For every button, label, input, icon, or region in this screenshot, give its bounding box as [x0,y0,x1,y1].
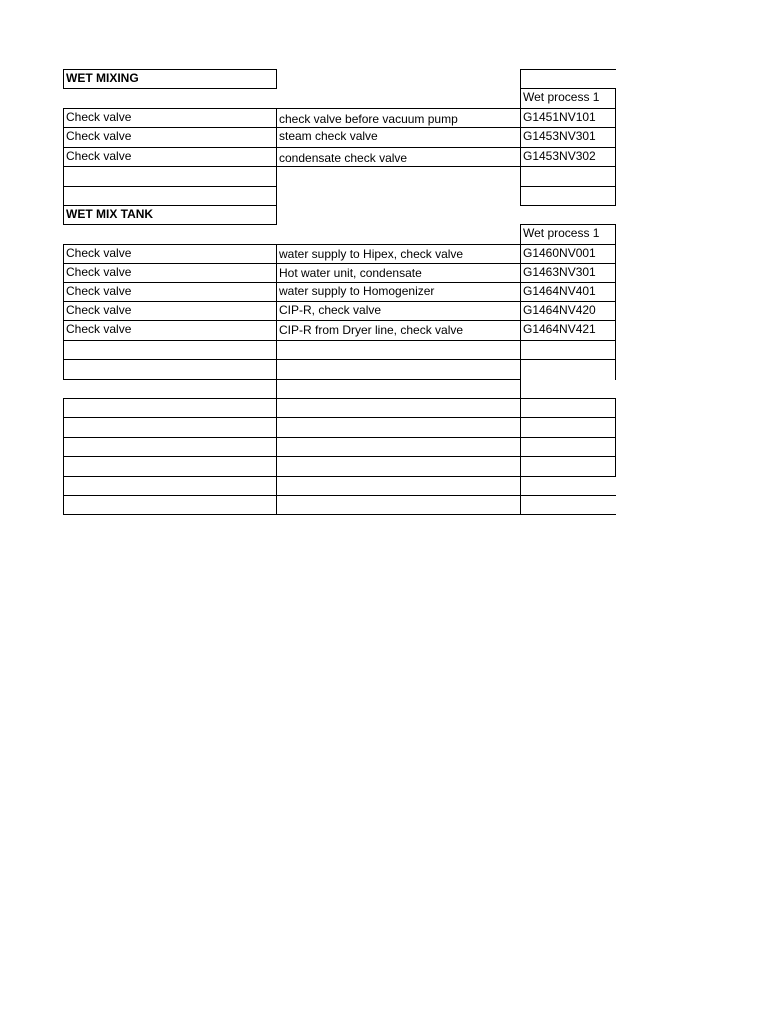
empty-cell [63,398,277,418]
valve-tag-cell: G1464NV401 [520,282,616,302]
empty-cell [520,495,616,515]
valve-type-cell: Check valve [63,147,277,167]
valve-tag-cell: G1464NV421 [520,320,616,341]
valve-tag-cell: G1451NV101 [520,108,616,128]
empty-cell [63,166,277,187]
valve-description-cell: water supply to Hipex, check valve [276,244,521,264]
empty-cell [520,186,616,206]
section-title-wet-mixing: WET MIXING [63,69,277,89]
valve-tag-cell: G1453NV302 [520,147,616,167]
empty-cell [520,417,616,438]
valve-type-cell: Check valve [63,282,277,302]
valve-type-cell: Check valve [63,108,277,128]
process-header: Wet process 1 [520,88,616,109]
empty-cell [520,437,616,457]
valve-type-cell: Check valve [63,301,277,321]
section-title-wet-mix-tank: WET MIX TANK [63,205,277,225]
valve-description-cell: CIP-R from Dryer line, check valve [276,320,521,341]
empty-cell [63,456,277,477]
valve-description-cell: Hot water unit, condensate [276,263,521,283]
empty-cell [520,359,616,380]
empty-cell [520,398,616,418]
valve-tag-cell: G1460NV001 [520,244,616,264]
empty-cell [276,417,521,438]
empty-cell [63,186,277,206]
empty-cell [520,340,616,360]
empty-cell [276,379,521,399]
valve-type-cell: Check valve [63,127,277,148]
empty-cell [276,437,521,457]
empty-cell [63,495,277,515]
empty-cell [63,437,277,457]
empty-cell [520,166,616,187]
valve-type-cell: Check valve [63,263,277,283]
empty-cell [63,476,277,496]
empty-cell [276,359,521,380]
empty-cell [276,340,521,360]
valve-description-cell: steam check valve [276,127,521,148]
valve-description-cell: check valve before vacuum pump [276,108,521,128]
empty-cell [276,456,521,477]
process-column-top-cell [520,69,616,89]
empty-cell [63,417,277,438]
valve-tag-cell: G1463NV301 [520,263,616,283]
empty-cell [276,476,521,496]
empty-cell [276,495,521,515]
empty-cell [520,476,616,496]
process-header: Wet process 1 [520,224,616,245]
valve-tag-cell: G1453NV301 [520,127,616,148]
valve-type-cell: Check valve [63,320,277,341]
valve-type-cell: Check valve [63,244,277,264]
valve-description-cell: CIP-R, check valve [276,301,521,321]
empty-cell [276,398,521,418]
empty-cell [63,359,277,380]
valve-description-cell: water supply to Homogenizer [276,282,521,302]
empty-cell [520,456,616,477]
valve-description-cell: condensate check valve [276,147,521,167]
empty-cell [63,340,277,360]
valve-tag-cell: G1464NV420 [520,301,616,321]
